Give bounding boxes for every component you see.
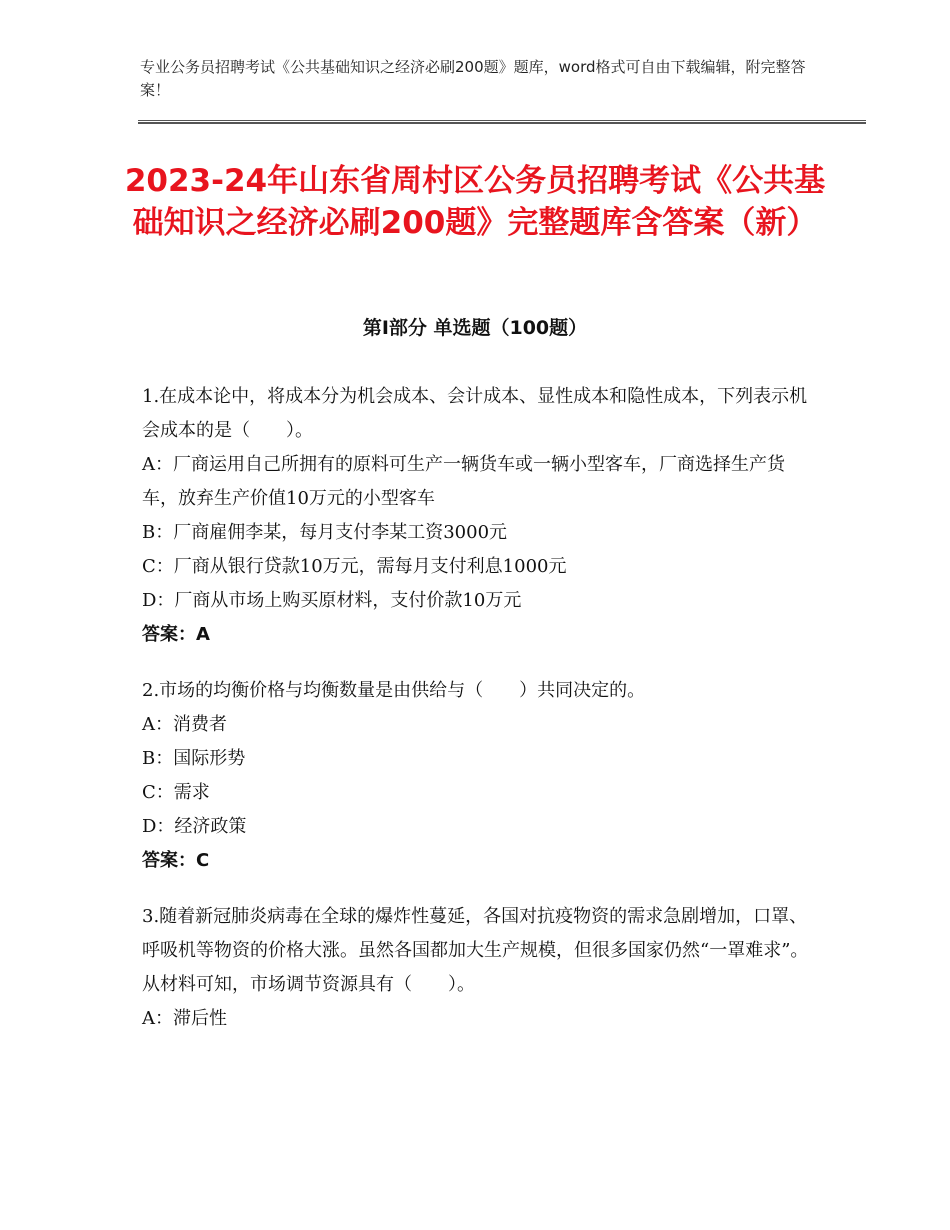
question-stem: 3.随着新冠肺炎病毒在全球的爆炸性蔓延，各国对抗疫物资的需求急剧增加，口罩、呼吸机等物资的价格大涨。虽然各国都加大生产规模，但很多国家仍然“一罩难求”。从材料可知，市场调节资源具有（ ）。 bbox=[142, 906, 809, 995]
option-a: A：滞后性 bbox=[142, 1008, 227, 1029]
option-b: B：国际形势 bbox=[142, 748, 246, 769]
document-title: 2023-24年山东省周村区公务员招聘考试《公共基础知识之经济必刷200题》完整题库含答案（新） bbox=[124, 163, 826, 241]
question-2 bbox=[142, 674, 810, 878]
question-1 bbox=[142, 380, 810, 652]
question-3 bbox=[142, 900, 810, 1036]
option-d: D：经济政策 bbox=[142, 816, 247, 837]
header-note: 专业公务员招聘考试《公共基础知识之经济必刷200题》题库，word格式可自由下载编辑，附完整答案！ bbox=[140, 58, 806, 99]
option-a: A：厂商运用自己所拥有的原料可生产一辆货车或一辆小型客车，厂商选择生产货车，放弃生产价值10万元的小型客车 bbox=[142, 454, 785, 509]
header-divider bbox=[138, 120, 866, 124]
option-c: C：厂商从银行贷款10万元，需每月支付利息1000元 bbox=[142, 556, 567, 577]
option-b: B：厂商雇佣李某，每月支付李某工资3000元 bbox=[142, 522, 508, 543]
section-title: 第Ⅰ部分 单选题（100题） bbox=[362, 317, 588, 339]
question-list bbox=[142, 380, 810, 1058]
option-d: D：厂商从市场上购买原材料，支付价款10万元 bbox=[142, 590, 522, 611]
answer: 答案：C bbox=[142, 850, 210, 871]
option-a: A：消费者 bbox=[142, 714, 227, 735]
option-c: C：需求 bbox=[142, 782, 210, 803]
question-stem: 1.在成本论中，将成本分为机会成本、会计成本、显性成本和隐性成本，下列表示机会成本的是（ ）。 bbox=[142, 386, 808, 441]
question-stem: 2.市场的均衡价格与均衡数量是由供给与（ ）共同决定的。 bbox=[142, 680, 646, 701]
answer: 答案：A bbox=[142, 624, 210, 645]
